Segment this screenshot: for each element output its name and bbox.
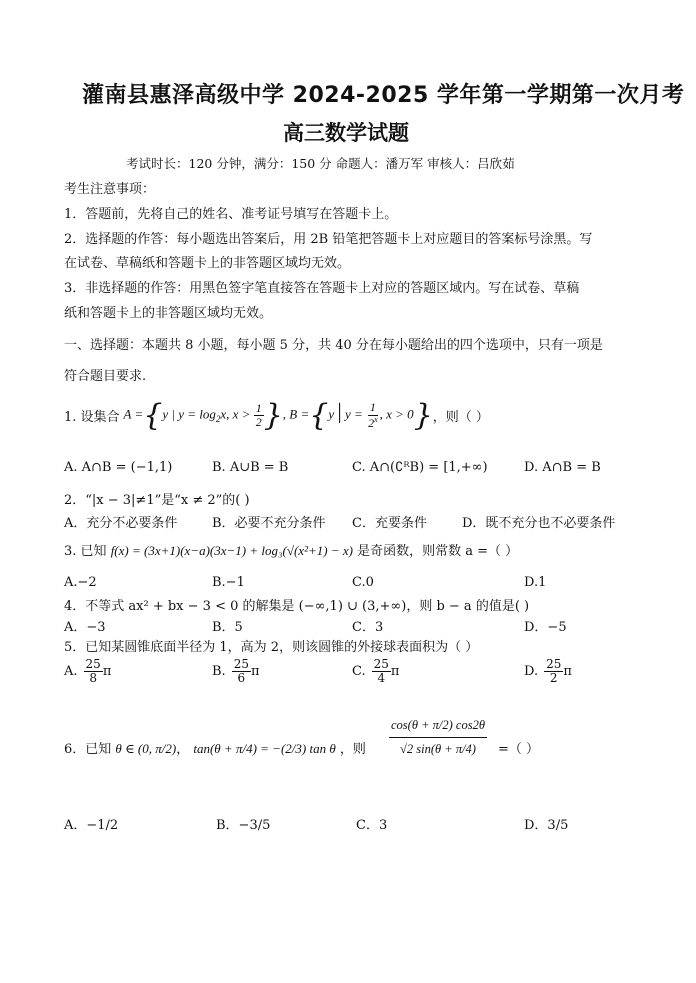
q5-option-c-den: 4	[377, 671, 386, 686]
q4-stem: 4．不等式 ax² + bx − 3 < 0 的解集是 (−∞,1) ∪ (3,+∞)，则 b − a 的值是( )	[64, 599, 530, 614]
q5-option-a-den: 8	[89, 671, 97, 686]
q1-stem	[64, 398, 489, 433]
q1-option-a: A. A∩B = (−1,1)	[64, 460, 173, 475]
q6-condition-tan: tan(θ + π/4) = −(2/3) tan θ	[193, 741, 336, 756]
q5-option-b-den: 6	[237, 671, 246, 686]
section1-line1: 一、选择题：本题共 8 小题，每小题 5 分，共 40 分在每小题给出的四个选项中，只有一项是	[64, 338, 603, 353]
q5-option-c-num: 25	[373, 657, 389, 671]
q2-option-d: D．既不充分也不必要条件	[462, 516, 616, 531]
q3-stem	[64, 540, 518, 559]
q3-option-d: D.1	[524, 575, 547, 590]
q6-stem: 6．已知 θ ∈ (0, π/2)， tan(θ + π/4) = −(2/3) tan θ ，则	[64, 741, 366, 757]
q3-option-c: C.0	[352, 575, 374, 590]
q5-option-c	[352, 658, 399, 685]
q5-option-a	[64, 658, 111, 685]
q5-option-a-letter: A.	[64, 664, 78, 680]
q6-prefix: 6．已知	[64, 742, 112, 757]
q1-option-d: D. A∩B = B	[524, 460, 601, 475]
notes-heading: 考生注意事项：	[64, 182, 156, 197]
q1-option-c: C. A∩(∁ᴿB) = [1,+∞)	[352, 460, 488, 475]
note-2a: 2．选择题的作答：每小题选出答案后，用 2B 铅笔把答题卡上对应题目的答案标号涂黑。写	[64, 232, 593, 247]
q5-option-b-letter: B.	[212, 664, 226, 680]
q5-option-d	[524, 658, 572, 685]
q5-option-d-letter: D.	[524, 664, 539, 680]
q2-option-b: B．必要不充分条件	[212, 516, 326, 531]
q1-set-a: A ={y | $y = \log_2x$, x > $\frac{1}{2}$ }, B ={y | y = $\frac{1}{2^x}$ , x > 0}	[123, 398, 433, 433]
q1-suffix: ，则（ ）	[432, 410, 489, 425]
q5-option-c-pi: π	[390, 664, 400, 680]
q3-expression: f(x) = (3x+1)(x−a)(3x−1) + log₃(√(x²+1) − x)	[110, 543, 353, 558]
q3-prefix: 3. 已知	[64, 544, 107, 559]
q5-option-a-num: 25	[85, 657, 101, 671]
q6-condition-theta: θ ∈ (0, π/2)	[115, 741, 177, 756]
q2-option-c: C．充要条件	[352, 516, 427, 531]
section1-line2: 符合题目要求.	[64, 369, 147, 384]
q4-option-a: A．−3	[64, 620, 106, 635]
note-1: 1．答题前，先将自己的姓名、准考证号填写在答题卡上。	[64, 207, 398, 222]
q6-then: ，则	[339, 742, 366, 757]
exam-subtitle: 高三数学试题	[283, 121, 409, 145]
q4-option-d: D．−5	[524, 620, 567, 635]
q6-option-b: B．−3/5	[216, 818, 271, 833]
q6-option-d: D．3/5	[524, 818, 569, 833]
q6-suffix: =（ ）	[498, 742, 540, 757]
q5-option-b-pi: π	[250, 664, 260, 680]
q5-option-d-den: 2	[549, 671, 558, 686]
q1-option-b: B. A∪B = B	[212, 460, 289, 475]
q6-numerator: cos(θ + π/2) cos2θ	[389, 718, 487, 738]
q3-option-a: A.−2	[64, 575, 97, 590]
q3-option-b: B.−1	[212, 575, 245, 590]
q5-option-b-num: 25	[233, 657, 249, 671]
exam-info: 考试时长：120 分钟，满分：150 分 命题人：潘万军 审核人：吕欣茹	[126, 156, 515, 171]
q1-prefix: 1. 设集合	[64, 410, 120, 425]
q6-denominator: √2 sin(θ + π/4)	[400, 742, 476, 756]
q4-option-c: C．3	[352, 620, 384, 635]
q5-option-c-letter: C.	[352, 664, 366, 680]
note-3b: 纸和答题卡上的非答题区域均无效。	[64, 306, 273, 321]
note-3a: 3．非选择题的作答：用黑色签字笔直接答在答题卡上对应的答题区域内。写在试卷、草稿	[64, 281, 580, 296]
q5-stem: 5．已知某圆锥底面半径为 1，高为 2，则该圆锥的外接球表面积为（ ）	[64, 640, 479, 655]
q6-option-c: C．3	[356, 818, 388, 833]
exam-title: 灌南县惠泽高级中学 2024-2025 学年第一学期第一次月考	[82, 83, 685, 108]
q5-option-b	[212, 658, 260, 685]
q5-option-d-num: 25	[546, 657, 562, 671]
q4-option-b: B．5	[212, 620, 243, 635]
q3-suffix: 是奇函数，则常数 a =（ ）	[357, 544, 519, 559]
q6-option-a: A．−1/2	[64, 818, 119, 833]
q2-option-a: A．充分不必要条件	[64, 516, 178, 531]
note-2b: 在试卷、草稿纸和答题卡上的非答题区域均无效。	[64, 256, 351, 271]
q2-stem: 2．“|x − 3|≠1”是“x ≠ 2”的( )	[64, 493, 250, 508]
q5-option-a-pi: π	[102, 664, 112, 680]
q5-option-d-pi: π	[563, 664, 572, 680]
q6-fraction	[378, 718, 498, 757]
